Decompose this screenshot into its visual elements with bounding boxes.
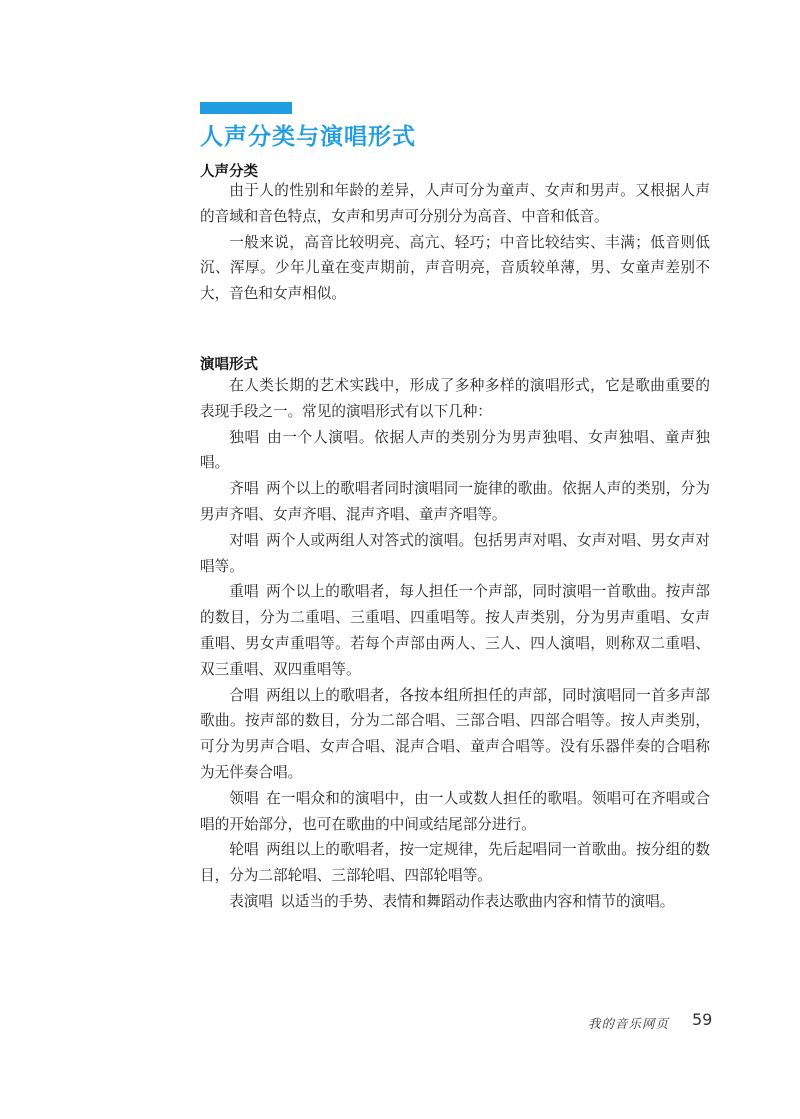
list-item [200, 786, 710, 838]
footer-book-title: 我的音乐网页 [588, 1016, 670, 1031]
section-body-singing-forms [200, 373, 710, 915]
item-text: 在一唱众和的演唱中，由一人或数人担任的歌唱。领唱可在齐唱或合唱的开始部分，也可在歌曲的中间或结尾部分进行。 [200, 789, 710, 833]
item-term: 轮唱 [229, 841, 259, 859]
section-body-voice-classification [200, 178, 710, 307]
item-text: 两个以上的歌唱者，每人担任一个声部，同时演唱一首歌曲。按声部的数目，分为二重唱、三重唱、四重唱等。按人声类别，分为男声重唱、女声重唱、男女声重唱等。若每个声部由两人、三人、四人演唱，则称双二重唱、双三重唱、双四重唱等。 [200, 583, 710, 678]
list-item [200, 837, 710, 889]
item-text: 由一个人演唱。依据人声的类别分为男声独唱、女声独唱、童声独唱。 [200, 428, 710, 472]
paragraph: 一般来说，高音比较明亮、高亢、轻巧；中音比较结实、丰满；低音则低沉、浑厚。少年儿童在变声期前，声音明亮，音质较单薄，男、女童声差别不大，音色和女声相似。 [200, 233, 710, 303]
item-text: 两组以上的歌唱者，按一定规律，先后起唱同一首歌曲。按分组的数目，分为二部轮唱、三部轮唱、四部轮唱等。 [200, 841, 710, 885]
item-term: 独唱 [229, 428, 260, 446]
list-item [200, 476, 710, 528]
page-number: 59 [692, 1010, 713, 1029]
list-item [200, 425, 710, 477]
page-title: 人声分类与演唱形式 [200, 124, 416, 150]
section-heading-singing-forms: 演唱形式 [200, 357, 258, 373]
item-term: 对唱 [229, 531, 259, 549]
item-term: 领唱 [229, 789, 259, 807]
title-accent-bar [200, 102, 292, 114]
paragraph: 由于人的性别和年龄的差异，人声可分为童声、女声和男声。又根据人声的音域和音色特点，女声和男声可分别分为高音、中音和低音。 [200, 182, 710, 225]
intro-paragraph: 在人类长期的艺术实践中，形成了多种多样的演唱形式，它是歌曲重要的表现手段之一。常见的演唱形式有以下几种： [200, 377, 710, 420]
item-term: 表演唱 [229, 892, 273, 910]
list-item [200, 889, 710, 915]
list-item [200, 579, 710, 682]
item-text: 两组以上的歌唱者，各按本组所担任的声部，同时演唱同一首多声部歌曲。按声部的数目，分为二部合唱、三部合唱、四部合唱等。按人声类别，可分为男声合唱、女声合唱、混声合唱、童声合唱等。没有乐器伴奏的合唱称为无伴奏合唱。 [200, 686, 710, 781]
item-term: 重唱 [229, 583, 259, 601]
list-item [200, 528, 710, 580]
item-text: 以适当的手势、表情和舞蹈动作表达歌曲内容和情节的演唱。 [280, 892, 675, 910]
item-term: 齐唱 [229, 480, 259, 498]
section-heading-voice-classification: 人声分类 [200, 164, 258, 180]
item-text: 两个人或两组人对答式的演唱。包括男声对唱、女声对唱、男女声对唱等。 [200, 531, 710, 575]
item-text: 两个以上的歌唱者同时演唱同一旋律的歌曲。依据人声的类别，分为男声齐唱、女声齐唱、混声齐唱、童声齐唱等。 [200, 480, 710, 523]
item-term: 合唱 [229, 686, 259, 704]
list-item [200, 683, 710, 786]
